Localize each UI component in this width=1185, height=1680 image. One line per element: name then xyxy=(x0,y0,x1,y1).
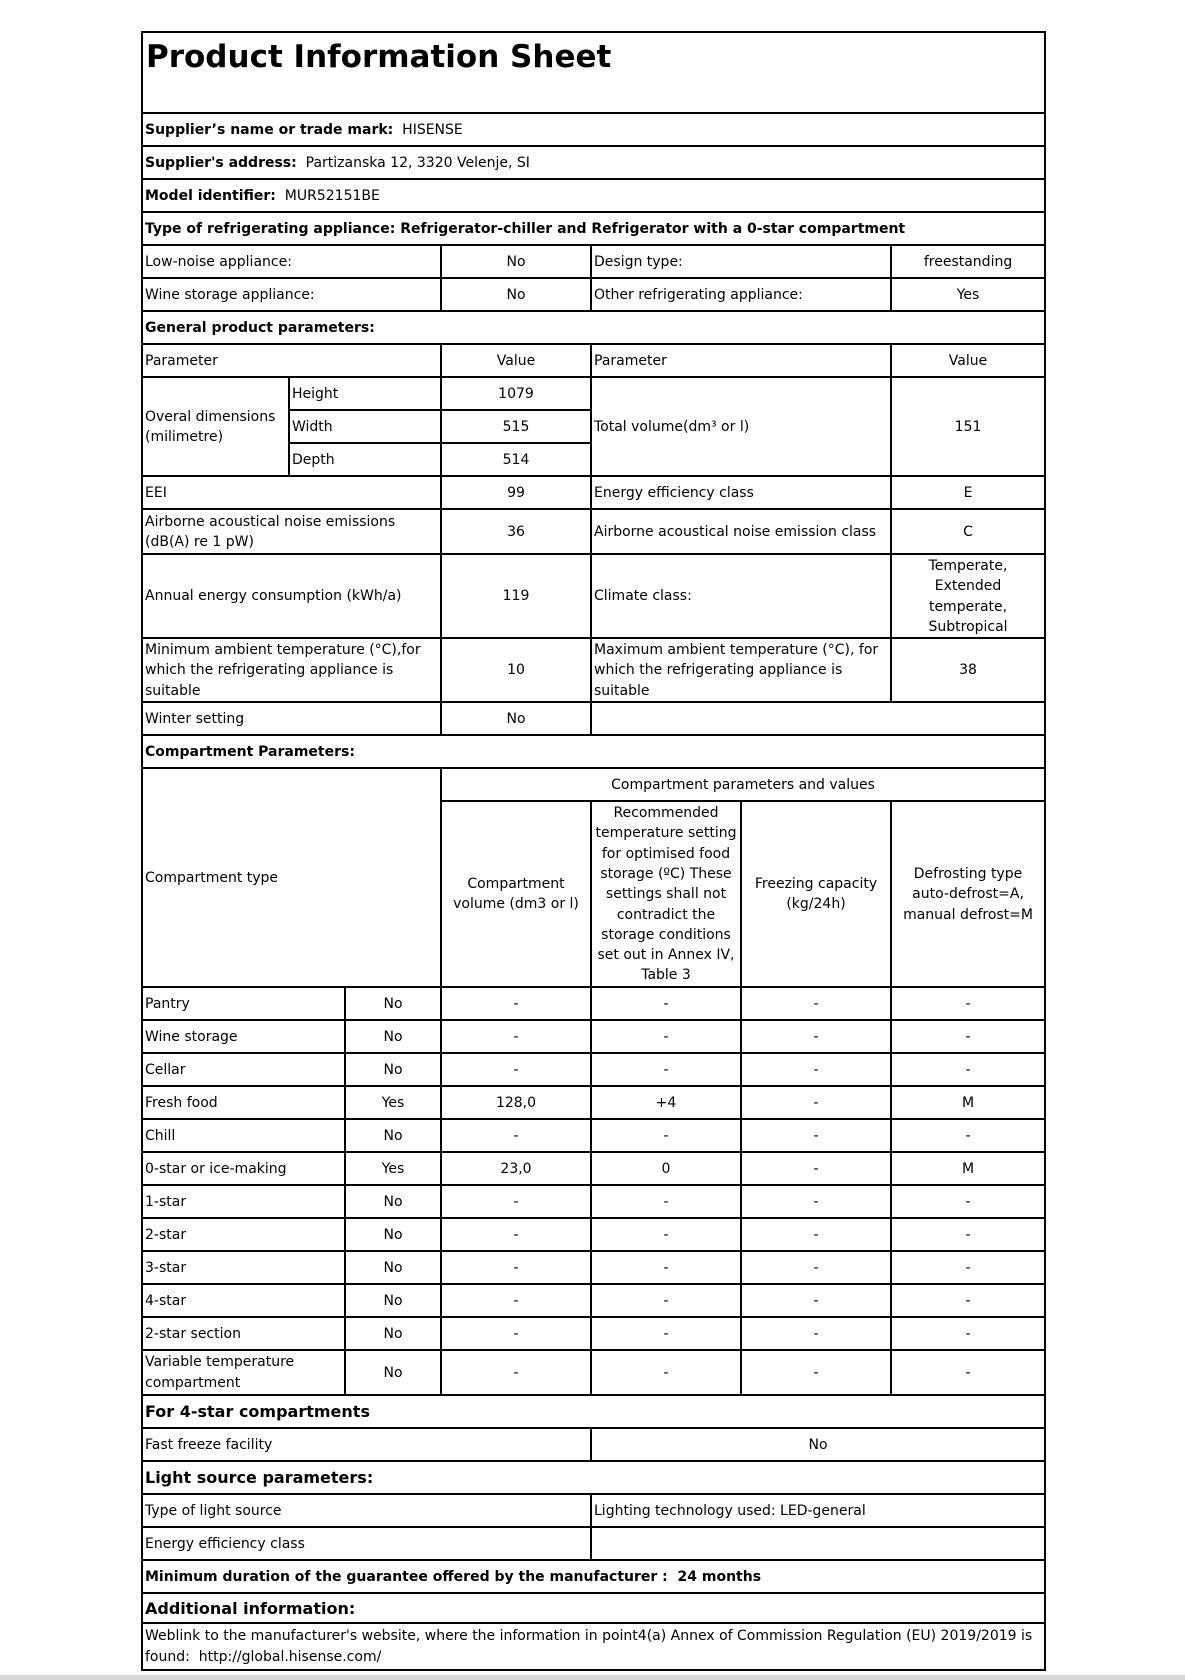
dimensions-label: Overal dimensions (milimetre) xyxy=(142,377,289,476)
compartment-temp: - xyxy=(591,1053,741,1086)
compartment-temp: - xyxy=(591,1020,741,1053)
compartment-row xyxy=(142,1053,1045,1086)
compartment-row xyxy=(142,1086,1045,1119)
weblink-row xyxy=(142,1623,1045,1670)
compartment-defrost: - xyxy=(891,1350,1045,1395)
col-compartment-type: Compartment type xyxy=(142,768,441,987)
compartment-volume: - xyxy=(441,1119,591,1152)
appliance-type-row xyxy=(142,212,1045,245)
low-noise-label: Low-noise appliance: xyxy=(142,245,441,278)
model-label: Model identifier: xyxy=(145,187,276,204)
winter-label: Winter setting xyxy=(142,702,441,735)
compartment-volume: - xyxy=(441,1284,591,1317)
compartment-temp: - xyxy=(591,1185,741,1218)
model-row xyxy=(142,179,1045,212)
fast-freeze-row xyxy=(142,1428,1045,1461)
compartments-heading-row xyxy=(142,735,1045,768)
compartment-present: Yes xyxy=(345,1152,441,1185)
compartment-defrost: - xyxy=(891,1119,1045,1152)
compartment-volume: - xyxy=(441,1350,591,1395)
compartments-heading: Compartment Parameters: xyxy=(142,735,1045,768)
width-label: Width xyxy=(289,410,441,443)
guarantee-value: 24 months xyxy=(677,1568,762,1585)
height-row xyxy=(142,377,1045,410)
compartment-type: 3-star xyxy=(142,1251,345,1284)
compartment-present: No xyxy=(345,987,441,1020)
light-type-value: Lighting technology used: LED-general xyxy=(591,1494,1045,1527)
other-appliance-value: Yes xyxy=(891,278,1045,311)
compartment-volume: - xyxy=(441,1185,591,1218)
depth-value: 514 xyxy=(441,443,591,476)
other-appliance-label: Other refrigerating appliance: xyxy=(591,278,891,311)
max-temp-label: Maximum ambient temperature (°C), for which the refrigerating appliance is suitable xyxy=(591,638,891,702)
compartment-freezing: - xyxy=(741,1053,891,1086)
four-star-heading-row xyxy=(142,1395,1045,1428)
compartment-defrost: - xyxy=(891,1020,1045,1053)
compartment-temp: +4 xyxy=(591,1086,741,1119)
compartment-present: No xyxy=(345,1284,441,1317)
compartment-temp: - xyxy=(591,1317,741,1350)
compartment-volume: - xyxy=(441,1053,591,1086)
col-recommended-temp: Recommended temperature setting for optimised food storage (ºC) These settings shall not contradict the storage conditions set out in Annex IV, Table 3 xyxy=(591,801,741,987)
fast-freeze-value: No xyxy=(591,1428,1045,1461)
light-energy-row xyxy=(142,1527,1045,1560)
compartment-temp: - xyxy=(591,1251,741,1284)
compartment-defrost: - xyxy=(891,1251,1045,1284)
max-temp-value: 38 xyxy=(891,638,1045,702)
compartment-type: Cellar xyxy=(142,1053,345,1086)
wine-storage-value: No xyxy=(441,278,591,311)
compartment-temp: - xyxy=(591,1119,741,1152)
compartment-temp: - xyxy=(591,987,741,1020)
supplier-value: HISENSE xyxy=(402,121,463,138)
compartment-volume: - xyxy=(441,1020,591,1053)
light-type-row xyxy=(142,1494,1045,1527)
supplier-row xyxy=(142,113,1045,146)
noise-value: 36 xyxy=(441,509,591,554)
col-value-2: Value xyxy=(891,344,1045,377)
model-value: MUR52151BE xyxy=(284,187,380,204)
noise-label: Airborne acoustical noise emissions (dB(A) re 1 pW) xyxy=(142,509,441,554)
compartment-row xyxy=(142,1350,1045,1395)
compartment-row xyxy=(142,1185,1045,1218)
annual-energy-value: 119 xyxy=(441,554,591,638)
fast-freeze-label: Fast freeze facility xyxy=(142,1428,591,1461)
compartment-row xyxy=(142,1218,1045,1251)
compartment-defrost: M xyxy=(891,1152,1045,1185)
design-type-label: Design type: xyxy=(591,245,891,278)
address-value: Partizanska 12, 3320 Velenje, SI xyxy=(305,154,530,171)
col-freezing-capacity: Freezing capacity (kg/24h) xyxy=(741,801,891,987)
compartment-row xyxy=(142,987,1045,1020)
depth-label: Depth xyxy=(289,443,441,476)
total-volume-value: 151 xyxy=(891,377,1045,476)
low-noise-row xyxy=(142,245,1045,278)
low-noise-value: No xyxy=(441,245,591,278)
compartment-present: No xyxy=(345,1317,441,1350)
compartment-present: No xyxy=(345,1185,441,1218)
compartment-volume: 128,0 xyxy=(441,1086,591,1119)
col-defrost-type: Defrosting type auto-defrost=A, manual defrost=M xyxy=(891,801,1045,987)
address-row xyxy=(142,146,1045,179)
compartment-freezing: - xyxy=(741,1185,891,1218)
compartment-temp: - xyxy=(591,1218,741,1251)
general-heading-row xyxy=(142,311,1045,344)
annual-energy-row xyxy=(142,554,1045,638)
address-label: Supplier's address: xyxy=(145,154,297,171)
compartment-defrost: - xyxy=(891,1284,1045,1317)
wine-storage-label: Wine storage appliance: xyxy=(142,278,441,311)
general-heading: General product parameters: xyxy=(142,311,1045,344)
compartment-freezing: - xyxy=(741,1086,891,1119)
compartment-present: No xyxy=(345,1218,441,1251)
empty-cell xyxy=(591,702,1045,735)
compartment-present: No xyxy=(345,1350,441,1395)
compartment-volume: 23,0 xyxy=(441,1152,591,1185)
compartment-freezing: - xyxy=(741,987,891,1020)
compartment-row xyxy=(142,1152,1045,1185)
climate-class-label: Climate class: xyxy=(591,554,891,638)
compartment-defrost: - xyxy=(891,987,1045,1020)
compartment-row xyxy=(142,1284,1045,1317)
noise-class-label: Airborne acoustical noise emission class xyxy=(591,509,891,554)
compartment-type: Pantry xyxy=(142,987,345,1020)
manufacturer-url[interactable]: http://global.hisense.com/ xyxy=(198,1648,382,1665)
compartment-type: 2-star xyxy=(142,1218,345,1251)
page-title: Product Information Sheet xyxy=(142,32,1045,113)
compartment-temp: 0 xyxy=(591,1152,741,1185)
compartment-temp: - xyxy=(591,1284,741,1317)
ambient-temp-row xyxy=(142,638,1045,702)
compartment-present: No xyxy=(345,1119,441,1152)
height-value: 1079 xyxy=(441,377,591,410)
compartment-type: 4-star xyxy=(142,1284,345,1317)
compartment-type: 0-star or ice-making xyxy=(142,1152,345,1185)
light-type-label: Type of light source xyxy=(142,1494,591,1527)
compartment-freezing: - xyxy=(741,1218,891,1251)
energy-class-label: Energy efficiency class xyxy=(591,476,891,509)
design-type-value: freestanding xyxy=(891,245,1045,278)
winter-value: No xyxy=(441,702,591,735)
compartment-row xyxy=(142,1020,1045,1053)
compartment-volume: - xyxy=(441,1251,591,1284)
light-heading: Light source parameters: xyxy=(142,1461,1045,1494)
noise-row xyxy=(142,509,1045,554)
additional-heading-row xyxy=(142,1593,1045,1623)
col-value: Value xyxy=(441,344,591,377)
compartment-defrost: - xyxy=(891,1053,1045,1086)
compartment-defrost: M xyxy=(891,1086,1045,1119)
wine-storage-row xyxy=(142,278,1045,311)
compartment-freezing: - xyxy=(741,1119,891,1152)
compartment-type: Variable temperature compartment xyxy=(142,1350,345,1395)
compartment-freezing: - xyxy=(741,1251,891,1284)
compartment-present: No xyxy=(345,1251,441,1284)
supplier-label: Supplier’s name or trade mark: xyxy=(145,121,394,138)
compartment-present: No xyxy=(345,1053,441,1086)
appliance-type-label: Type of refrigerating appliance: xyxy=(145,220,396,237)
compartment-freezing: - xyxy=(741,1317,891,1350)
compartment-type: 1-star xyxy=(142,1185,345,1218)
compartment-present: Yes xyxy=(345,1086,441,1119)
height-label: Height xyxy=(289,377,441,410)
noise-class-value: C xyxy=(891,509,1045,554)
compartment-freezing: - xyxy=(741,1284,891,1317)
compartment-row xyxy=(142,1251,1045,1284)
compartment-temp: - xyxy=(591,1350,741,1395)
climate-class-value: Temperate, Extended temperate, Subtropical xyxy=(891,554,1045,638)
total-volume-label: Total volume(dm³ or l) xyxy=(591,377,891,476)
light-energy-label: Energy efficiency class xyxy=(142,1527,591,1560)
min-temp-label: Minimum ambient temperature (°C),for which the refrigerating appliance is suitable xyxy=(142,638,441,702)
weblink-text: Weblink to the manufacturer's website, where the information in point4(a) Annex of Commission Regulation (EU) 2019/2019 is found: xyxy=(145,1628,1033,1665)
compartment-defrost: - xyxy=(891,1317,1045,1350)
eei-row xyxy=(142,476,1045,509)
four-star-heading: For 4-star compartments xyxy=(142,1395,1045,1428)
additional-heading: Additional information: xyxy=(142,1593,1045,1623)
title-row xyxy=(142,32,1045,113)
guarantee-row xyxy=(142,1560,1045,1593)
guarantee-label: Minimum duration of the guarantee offered by the manufacturer : xyxy=(145,1568,668,1585)
compartment-row xyxy=(142,1317,1045,1350)
energy-class-value: E xyxy=(891,476,1045,509)
eei-label: EEI xyxy=(142,476,441,509)
compartment-volume: - xyxy=(441,1218,591,1251)
general-header-row xyxy=(142,344,1045,377)
compartments-group-row xyxy=(142,768,1045,801)
compartment-row xyxy=(142,1119,1045,1152)
eei-value: 99 xyxy=(441,476,591,509)
appliance-type-value: Refrigerator-chiller and Refrigerator with a 0-star compartment xyxy=(400,220,906,237)
compartment-freezing: - xyxy=(741,1152,891,1185)
compartment-type: Fresh food xyxy=(142,1086,345,1119)
compartment-rows xyxy=(142,987,1045,1395)
compartments-group-header: Compartment parameters and values xyxy=(441,768,1045,801)
col-parameter: Parameter xyxy=(142,344,441,377)
light-heading-row xyxy=(142,1461,1045,1494)
page-bottom-bar xyxy=(0,1675,1185,1680)
compartment-volume: - xyxy=(441,1317,591,1350)
min-temp-value: 10 xyxy=(441,638,591,702)
compartment-type: 2-star section xyxy=(142,1317,345,1350)
compartment-volume: - xyxy=(441,987,591,1020)
compartment-defrost: - xyxy=(891,1218,1045,1251)
compartment-freezing: - xyxy=(741,1020,891,1053)
light-energy-value xyxy=(591,1527,1045,1560)
compartment-defrost: - xyxy=(891,1185,1045,1218)
compartment-type: Chill xyxy=(142,1119,345,1152)
col-parameter-2: Parameter xyxy=(591,344,891,377)
compartment-type: Wine storage xyxy=(142,1020,345,1053)
annual-energy-label: Annual energy consumption (kWh/a) xyxy=(142,554,441,638)
product-information-sheet xyxy=(141,31,1046,1671)
col-compartment-volume: Compartment volume (dm3 or l) xyxy=(441,801,591,987)
width-value: 515 xyxy=(441,410,591,443)
compartment-freezing: - xyxy=(741,1350,891,1395)
winter-row xyxy=(142,702,1045,735)
compartment-present: No xyxy=(345,1020,441,1053)
